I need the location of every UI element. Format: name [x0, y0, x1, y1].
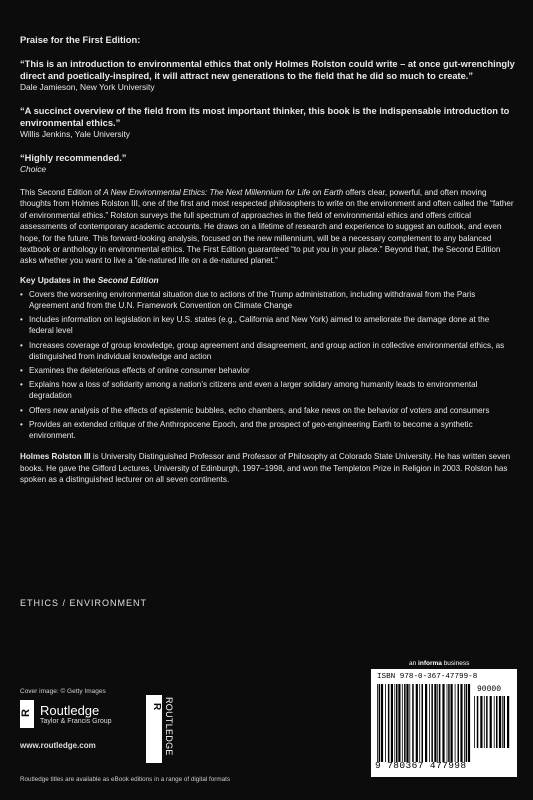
barcode-bar	[422, 684, 424, 762]
barcode-bar	[448, 684, 450, 762]
barcode-bar	[447, 684, 448, 762]
barcode-bar	[379, 684, 381, 762]
barcode-bar	[385, 684, 386, 762]
barcode-bar	[398, 684, 400, 762]
barcode-number: 9 780367 477998	[375, 760, 467, 771]
list-item: • Explains how a loss of solidarity among a nation’s citizens and even a larger solidary among humanity leads to environmental degradation	[20, 379, 516, 401]
back-cover-content	[20, 34, 516, 485]
barcode-main-bars	[377, 684, 471, 762]
barcode-bar	[494, 696, 495, 748]
informa-brand: informa	[418, 660, 442, 667]
list-item: • Covers the worsening environmental situation due to actions of the Trump administration, including withdrawal from the Paris Agreement and from the U.N. Framework Convention on Climate Change	[20, 289, 516, 311]
quote-text: “This is an introduction to environmental ethics that only Holmes Rolston could write – at once gut-wrenchingly direct and poetically-inspired, it will attract new generations to the field that he did so much to create.”	[20, 59, 515, 81]
key-updates-heading	[20, 275, 516, 285]
barcode-bar	[388, 684, 390, 762]
quote-text: “Highly recommended.”	[20, 153, 127, 163]
spine-logo-text: ROUTLEDGE	[164, 697, 174, 756]
barcode-bar	[466, 684, 468, 762]
routledge-logo	[20, 700, 112, 728]
barcode-bar	[484, 696, 485, 748]
subject-category: ETHICS / ENVIRONMENT	[20, 598, 148, 608]
key-updates-heading-lead: Key Updates in the	[20, 274, 98, 285]
barcode-bar	[437, 684, 438, 762]
barcode-bar	[412, 684, 414, 762]
barcode-bar	[474, 696, 475, 748]
barcode-bar	[402, 684, 403, 762]
cover-credit: Cover image: © Getty Images	[20, 688, 106, 695]
list-item: • Offers new analysis of the effects of epistemic bubbles, echo chambers, and fake news on the behavior of voters and consumers	[20, 405, 516, 416]
publisher-group: Taylor & Francis Group	[40, 718, 112, 725]
description-lead: This Second Edition of	[20, 188, 104, 197]
barcode-bar	[507, 696, 509, 748]
barcode-bar	[499, 696, 501, 748]
barcode-bar	[490, 696, 492, 748]
list-item: • Provides an extended critique of the Anthropocene Epoch, and the prospect of geo-engineering Earth to become a synthetic environment.	[20, 419, 516, 441]
barcode-bar	[439, 684, 441, 762]
barcode-addon-number: 90000	[477, 685, 502, 694]
barcode-bar	[404, 684, 406, 762]
barcode-bar	[480, 696, 482, 748]
author-bio	[20, 451, 516, 485]
quote-source: Willis Jenkins, Yale University	[20, 129, 130, 139]
key-updates-list	[20, 289, 516, 441]
publisher-url: www.routledge.com	[20, 741, 96, 750]
isbn-barcode	[371, 669, 517, 777]
informa-business-tag	[409, 660, 469, 667]
barcode-bar	[429, 684, 430, 762]
barcode-addon-bars	[474, 696, 510, 748]
barcode-bar	[391, 684, 393, 762]
spine-logo-r: R	[151, 703, 162, 711]
ebook-note: Routledge titles are available as eBook editions in a range of digital formats	[20, 776, 231, 783]
barcode-bar	[396, 684, 398, 762]
quote-source: Choice	[20, 164, 47, 174]
barcode-bar	[381, 684, 383, 762]
publisher-name: Routledge	[40, 703, 100, 718]
barcode-bar	[477, 696, 479, 748]
barcode-bar	[460, 684, 462, 762]
praise-quote	[20, 105, 516, 140]
isbn-label: ISBN 978-0-367-47799-8	[377, 673, 478, 681]
barcode-bar	[464, 684, 465, 762]
list-item: • Increases coverage of group knowledge, group agreement and disagreement, and group action in collective environmental ethics, as distinguished from individual knowledge and action	[20, 340, 516, 362]
author-name: Holmes Rolston III	[20, 452, 91, 462]
barcode-bar	[504, 696, 506, 748]
author-bio-text: is University Distinguished Professor and Professor of Philosophy at Colorado State University. He has written seven books. He gave the Gifford Lectures, University of Edinburgh, 1997–1998, and won the Templeton Prize in Religion in 2003. Rolston has spoken as a distinguished lecturer on all seven continents.	[20, 452, 511, 484]
informa-tail: business	[441, 660, 470, 667]
barcode-bar	[496, 696, 498, 748]
barcode-bar	[442, 684, 444, 762]
routledge-mark-icon	[20, 700, 34, 728]
praise-quote	[20, 58, 516, 93]
barcode-bar	[419, 684, 420, 762]
barcode-bar	[431, 684, 433, 762]
routledge-spine-logo-icon	[142, 693, 182, 765]
barcode-bar	[406, 684, 408, 762]
barcode-bar	[502, 696, 503, 748]
barcode-bar	[455, 684, 456, 762]
barcode-bar	[486, 696, 488, 748]
barcode-bar	[416, 684, 418, 762]
quote-source: Dale Jamieson, New York University	[20, 82, 155, 92]
key-updates-heading-italic: Second Edition	[97, 274, 159, 285]
barcode-bar	[425, 684, 427, 762]
barcode-bar	[458, 684, 460, 762]
barcode-bar	[468, 684, 470, 762]
book-title: A New Environmental Ethics: The Next Millennium for Life on Earth	[103, 188, 344, 197]
barcode-bar	[451, 684, 453, 762]
barcode-bar	[434, 684, 436, 762]
book-description	[20, 187, 516, 267]
barcode-bar	[409, 684, 410, 762]
description-body: offers clear, powerful, and often moving thoughts from Holmes Rolston III, one of the first and most respected philosophers to write on the environment and often called the “father of environmental ethics.” Rolston surveys the full spectrum of approaches in the field of environmental ethics and offers critical assessments of contemporary academic accounts. He draws on a lifetime of research and experience to suggest an outlook, and even hope, for the future. This forward-looking analysis, focused on the new millennium, will be a necessary complement to any balanced textbook or anthology in environmental ethics. The First Edition guaranteed “to put you in your place.” Beyond that, the Second Edition asks whether you want to live a “de-natured life on a de-natured planet.”	[20, 188, 514, 266]
praise-heading: Praise for the First Edition:	[20, 34, 141, 45]
praise-quote	[20, 152, 516, 175]
list-item: • Examines the deleterious effects of online consumer behavior	[20, 365, 516, 376]
barcode-bar	[394, 684, 395, 762]
list-item: • Includes information on legislation in key U.S. states (e.g., California and New York) aimed to ameliorate the damage done at the federal level	[20, 314, 516, 336]
quote-text: “A succinct overview of the field from its most important thinker, this book is the indispensable introduction to environmental ethics.”	[20, 106, 510, 128]
barcode-bar	[377, 684, 378, 762]
informa-lead: an	[409, 660, 419, 667]
